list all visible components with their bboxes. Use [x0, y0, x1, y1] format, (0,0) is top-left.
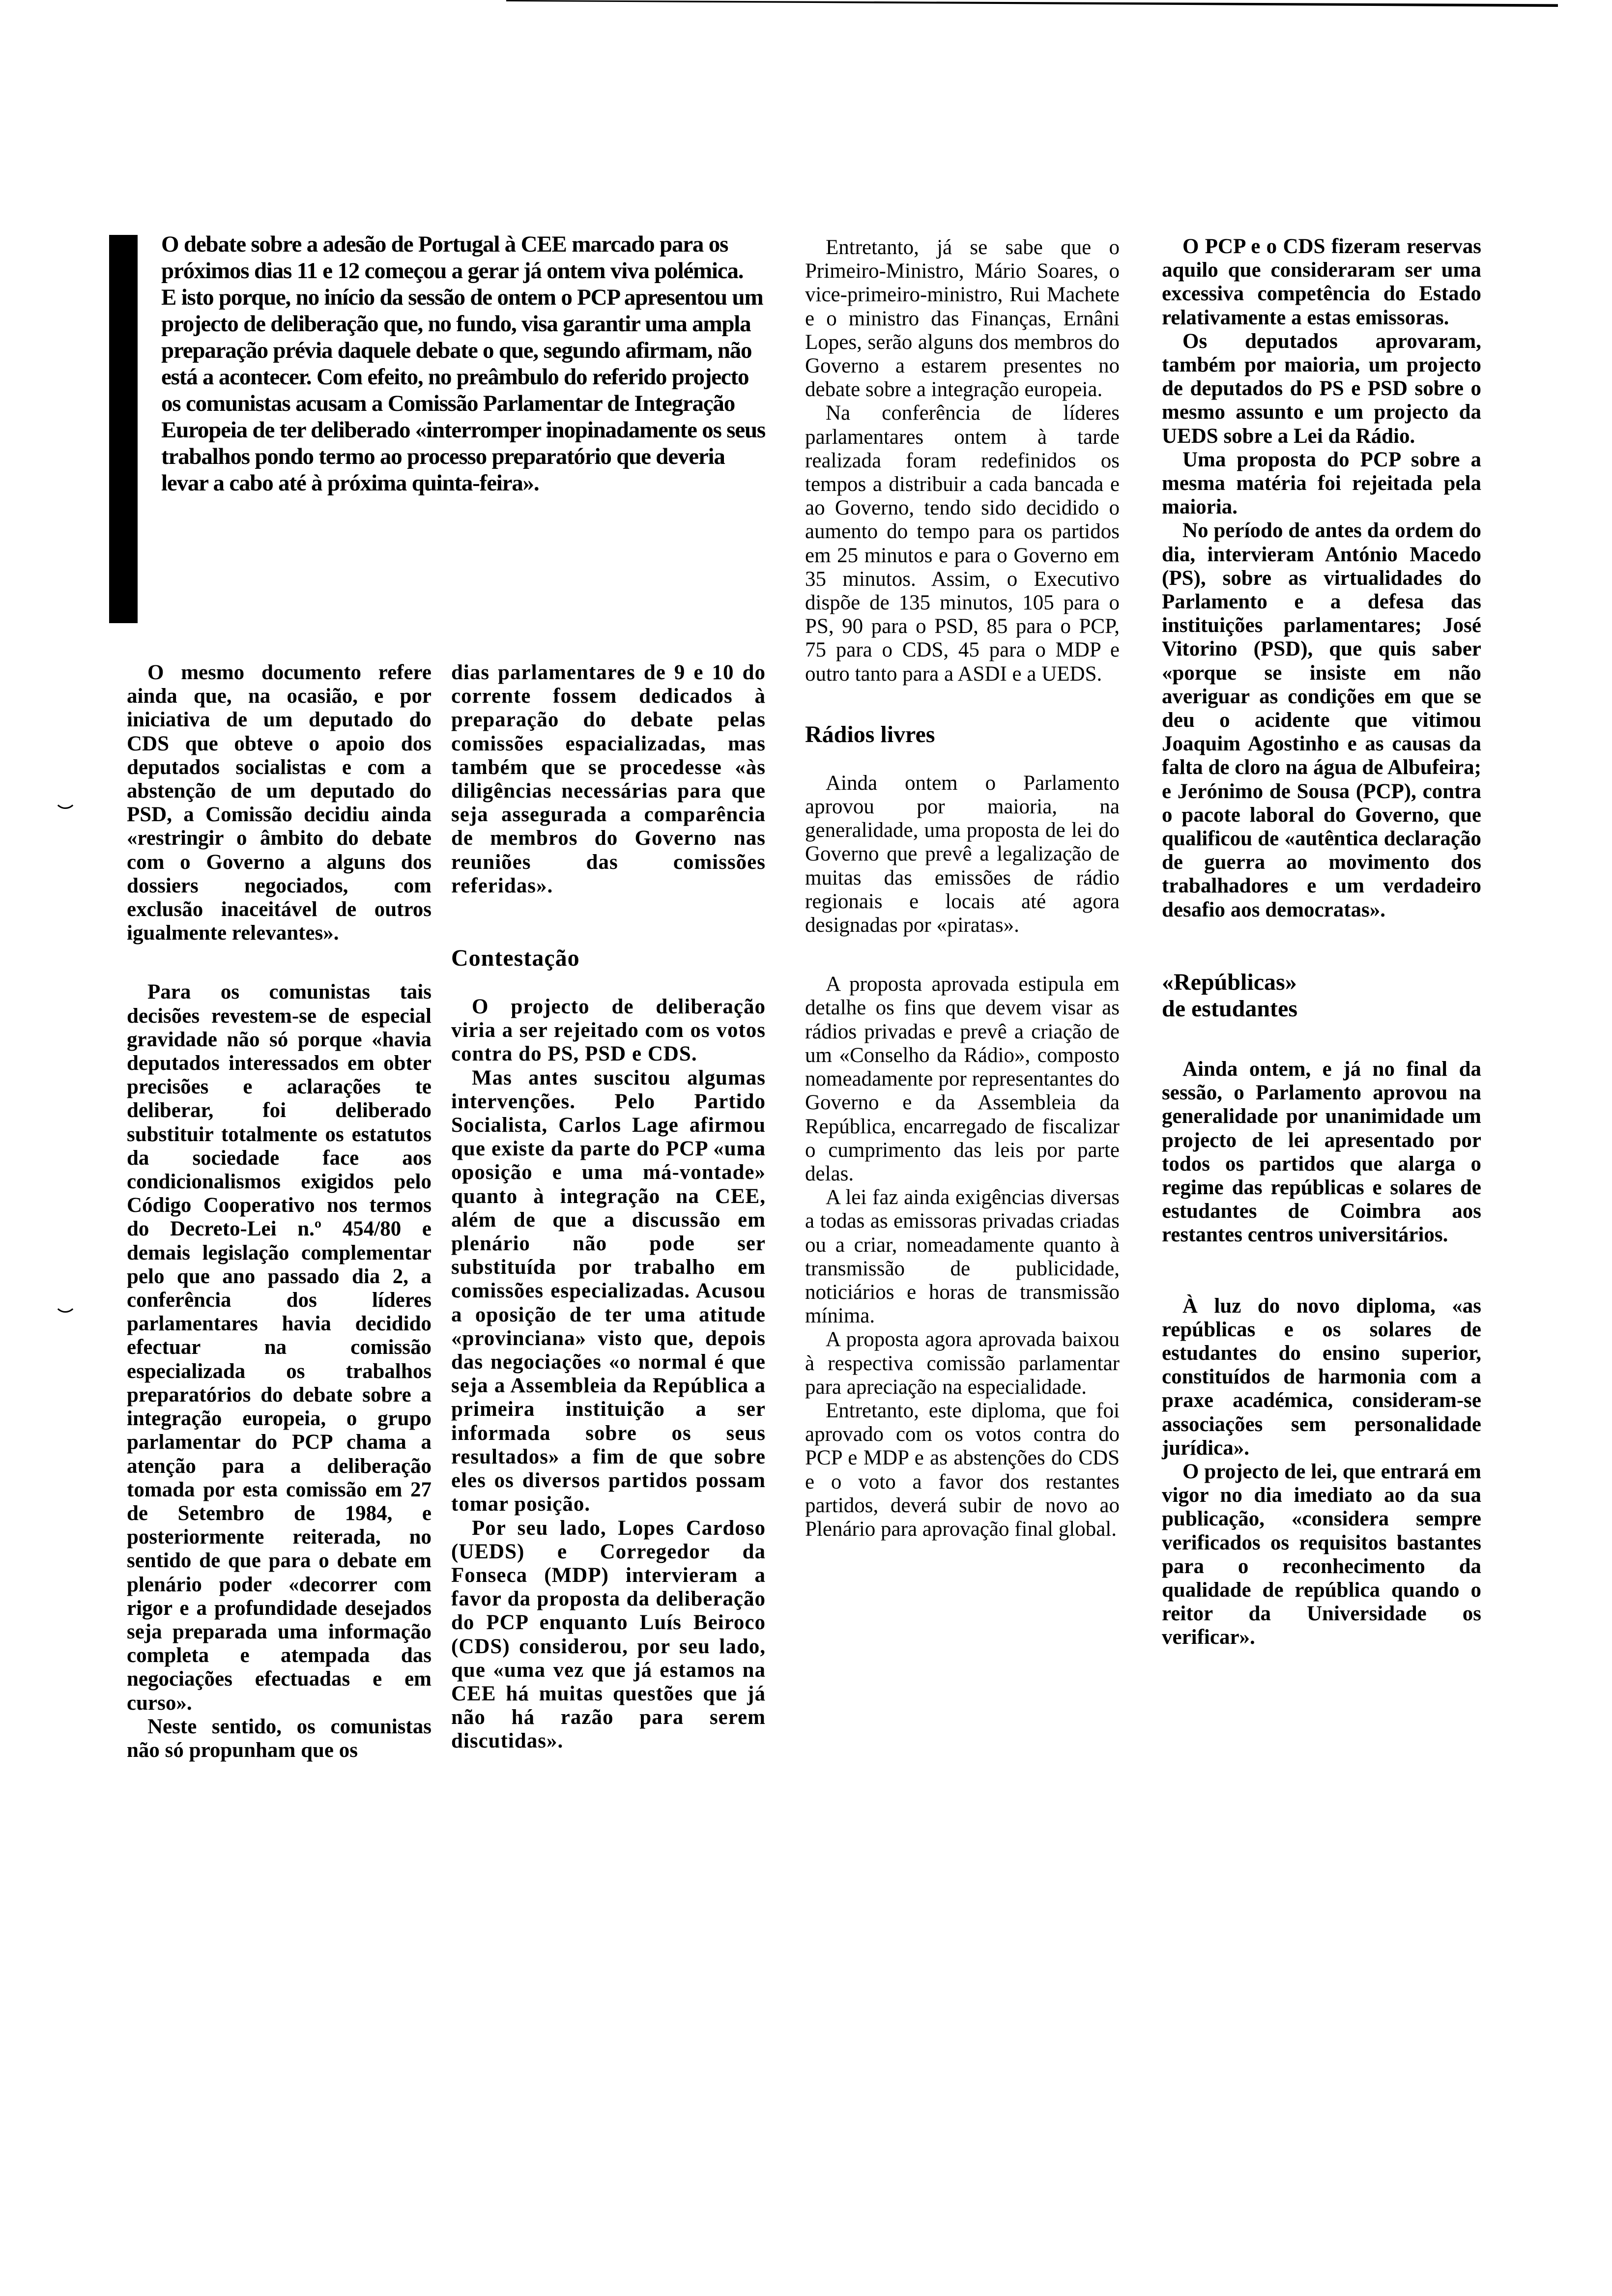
- paragraph: Para os comunistas tais decisões revestem-se de especial gravidade não só porque «havia deputados interessados em obter precisões e aclarações te deliberar, foi deliberado substituir totalmente os estatutos da sociedade face aos condicionalismos exigidos pelo Código Cooperativo nos termos do Decreto-Lei n.º 454/80 e demais legislação complementar pelo que ano passado dia 2, a conferência dos líderes parlamentares havia decidido efectuar na comissão especializada os trabalhos preparatórios do debate sobre a integração europeia, o grupo parlamentar do PCP chama a atenção para a deliberação tomada por esta comissão em 27 de Setembro de 1984, e posteriormente reiterada, no sentido de que para o debate em plenário poder «decorrer com rigor e a profundidade desejados seja preparada uma informação completa e atempada das negociações efectuadas e em curso».: [127, 980, 432, 1715]
- paragraph: No período de antes da ordem do dia, intervieram António Macedo (PS), sobre as virtualidades do Parlamento e a defesa das instituições parlamentares; José Vitorino (PSD), que quis saber «porque se insiste em não averiguar as condições em que se deu o acidente que vitimou Joaquim Agostinho e as causas da falta de cloro na água de Albufeira; e Jerónimo de Sousa (PCP), contra o pacote laboral do Governo, que qualificou de «autêntica declaração de guerra ao movimento dos trabalhadores e um verdadeiro desafio aos democratas».: [1162, 519, 1481, 921]
- paragraph: A proposta aprovada estipula em detalhe os fins que devem visar as rádios privadas e prevê a criação de um «Conselho da Rádio», composto nomeadamente por representantes do Governo e da Assembleia da República, encarregado de fiscalizar o cumprimento das leis por parte delas.: [805, 973, 1120, 1185]
- lead-paragraph: [161, 231, 771, 496]
- paragraph: O projecto de lei, que entrará em vigor no dia imediato ao da sua publicação, «considera sempre verificados os requisitos bastantes para o reconhecimento da qualidade de república quando o reitor da Universidade os verificar».: [1162, 1460, 1481, 1649]
- section-heading-radios-livres: Rádios livres: [805, 721, 935, 747]
- paragraph: À luz do novo diploma, «as repúblicas e os solares de estudantes do ensino superior, constituídos de harmonia com a praxe académica, consideram-se associações sem personalidade jurídica».: [1162, 1294, 1481, 1460]
- hole-punch-mark: [54, 1300, 77, 1313]
- article-column-2: [451, 661, 766, 1753]
- paragraph: Na conferência de líderes parlamentares ontem à tarde realizada foram redefinidos os tempos a distribuir a cada bancada e ao Governo, tendo sido decidido o aumento do tempo para os partidos em 25 minutos e para o Governo em 35 minutos. Assim, o Executivo dispõe de 135 minutos, 105 para o PS, 90 para o PSD, 85 para o PCP, 75 para o CDS, 45 para o MDP e outro tanto para a ASDI e a UEDS.: [805, 402, 1120, 686]
- section-heading-republicas-line1: «Repúblicas»: [1162, 969, 1297, 995]
- section-heading-republicas-line2: de estudantes: [1162, 995, 1298, 1022]
- paragraph: O mesmo documento refere ainda que, na ocasião, e por iniciativa de um deputado do CDS que obteve o apoio dos deputados socialistas e com a abstenção de um deputado do PSD, a Comissão decidiu ainda «restringir o âmbito do debate com o Governo a alguns dos dossiers negociados, com exclusão inaceitável de outros igualmente relevantes».: [127, 661, 432, 945]
- paragraph: Neste sentido, os comunistas não só propunham que os: [127, 1715, 432, 1762]
- paragraph: dias parlamentares de 9 e 10 do corrente fossem dedicados à preparação do debate pelas comissões espacializadas, mas também que se procedesse «às diligências necessárias para que seja assegurada a comparência de membros do Governo nas reuniões das comissões referidas».: [451, 661, 766, 897]
- paragraph: Entretanto, este diploma, que foi aprovado com os votos contra do PCP e MDP e as abstenções do CDS e o voto a favor dos restantes partidos, deverá subir de novo ao Plenário para aprovação final global.: [805, 1399, 1120, 1541]
- paragraph: A proposta agora aprovada baixou à respectiva comissão parlamentar para apreciação na especialidade.: [805, 1328, 1120, 1399]
- paragraph: Ainda ontem o Parlamento aprovou por maioria, na generalidade, uma proposta de lei do Governo que prevê a legalização de muitas das emissões de rádio regionais e locais até agora designadas por «piratas».: [805, 771, 1120, 937]
- paragraph: Os deputados aprovaram, também por maioria, um projecto de deputados do PS e PSD sobre o mesmo assunto e um projecto da UEDS sobre a Lei da Rádio.: [1162, 329, 1481, 448]
- hole-punch-mark: [54, 796, 77, 809]
- lead-accent-bar: [109, 235, 138, 623]
- paragraph: Ainda ontem, e já no final da sessão, o Parlamento aprovou na generalidade por unanimidade um projecto de lei apresentado por todos os partidos que alarga o regime das repúblicas e solares de estudantes de Coimbra aos restantes centros universitários.: [1162, 1057, 1481, 1247]
- scan-edge-artifact: [506, 0, 1558, 7]
- paragraph: Uma proposta do PCP sobre a mesma matéria foi rejeitada pela maioria.: [1162, 448, 1481, 519]
- paragraph: O projecto de deliberação viria a ser rejeitado com os votos contra do PS, PSD e CDS.: [451, 995, 766, 1066]
- article-column-4: [1162, 235, 1481, 1650]
- section-heading-contestacao: Contestação: [451, 945, 580, 972]
- paragraph: Por seu lado, Lopes Cardoso (UEDS) e Corregedor da Fonseca (MDP) intervieram a favor da proposta da deliberação do PCP enquanto Luís Beiroco (CDS) considerou, por seu lado, que «uma vez que já estamos na CEE há muitas questões que já não há razão para serem discutidas».: [451, 1516, 766, 1753]
- paragraph: O PCP e o CDS fizeram reservas aquilo que consideraram ser uma excessiva competência do Estado relativamente a estas emissoras.: [1162, 235, 1481, 329]
- lead-text-1: O debate sobre a adesão de Portugal à CEE marcado para os próximos dias 11 e 12 começou a gerar já ontem viva polémica.: [161, 231, 744, 284]
- article-column-1: [127, 661, 432, 1762]
- lead-text-2: E isto porque, no início da sessão de ontem o PCP apresentou um projecto de deliberação que, no fundo, visa garantir uma ampla preparação prévia daquele debate o que, segundo afirmam, não está a acontecer. Com efeito, no preâmbulo do referido projecto os comunistas acusam a Comissão Parlamentar de Integração Europeia de ter deliberado «interromper inopinadamente os seus trabalhos pondo termo ao processo preparatório que deveria levar a cabo até à próxima quinta-feira».: [161, 285, 766, 496]
- paragraph: Mas antes suscitou algumas intervenções. Pelo Partido Socialista, Carlos Lage afirmou que existe da parte do PCP «uma oposição e uma má-vontade» quanto à integração na CEE, além de que a discussão em plenário não pode ser substituída por trabalho em comissões especializadas. Acusou a oposição de ter uma atitude «provinciana» visto que, depois das negociações «o normal é que seja a Assembleia da República a primeira instituição a ser informada sobre os seus resultados» a fim de que sobre eles os diversos partidos possam tomar posição.: [451, 1066, 766, 1516]
- paragraph: A lei faz ainda exigências diversas a todas as emissoras privadas criadas ou a criar, nomeadamente quanto à transmissão de publicidade, noticiários e horas de transmissão mínima.: [805, 1186, 1120, 1328]
- article-column-3: [805, 236, 1120, 1541]
- paragraph: Entretanto, já se sabe que o Primeiro-Ministro, Mário Soares, o vice-primeiro-ministro, Rui Machete e o ministro das Finanças, Ernâni Lopes, serão alguns dos membros do Governo a estarem presentes no debate sobre a integração europeia.: [805, 236, 1120, 402]
